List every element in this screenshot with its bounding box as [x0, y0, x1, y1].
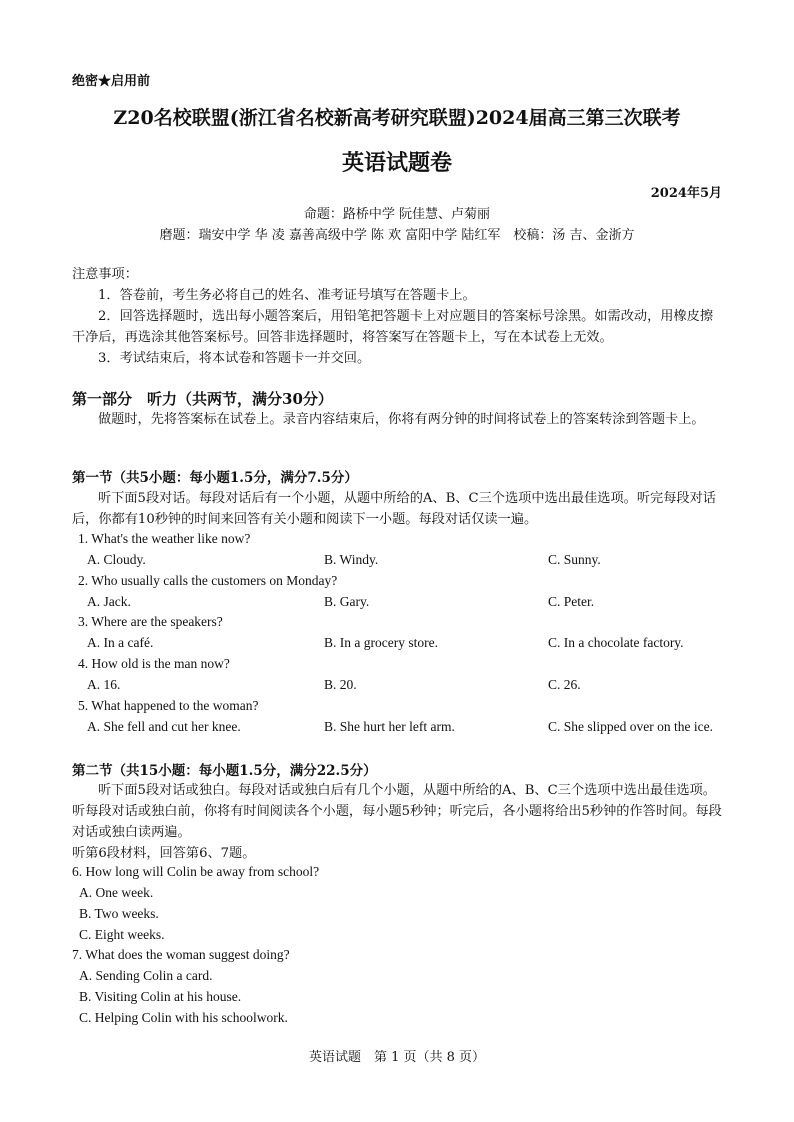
- question-4: 4. How old is the man now?: [78, 656, 230, 671]
- q3-option-b: B. In a grocery store.: [324, 635, 438, 650]
- q3-option-c: C. In a chocolate factory.: [548, 635, 684, 650]
- part1-heading: 第一部分 听力（共两节，满分30分）: [72, 390, 333, 408]
- question-7: 7. What does the woman suggest doing?: [72, 947, 290, 962]
- q1-option-c: C. Sunny.: [548, 552, 601, 567]
- q6-option-c: C. Eight weeks.: [79, 927, 165, 942]
- q1-option-b: B. Windy.: [324, 552, 379, 567]
- q7-option-b: B. Visiting Colin at his house.: [79, 989, 242, 1004]
- section1-heading: 第一节（共5小题：每小题1.5分，满分7.5分）: [72, 470, 358, 486]
- question-3: 3. Where are the speakers?: [78, 614, 223, 629]
- q7-option-c: C. Helping Colin with his schoolwork.: [79, 1010, 288, 1025]
- q2-option-a: A. Jack.: [87, 594, 131, 609]
- part1-instruction: 做题时，先将答案标在试卷上。录音内容结束后，你将有两分钟的时间将试卷上的答案转涂到答题卡上。: [98, 412, 705, 427]
- exam-date: 2024年5月: [650, 186, 722, 201]
- page-footer: 英语试题 第 1 页（共 8 页）: [308, 1050, 486, 1065]
- authors-line: 命题：路桥中学 阮佳慧、卢菊丽: [303, 207, 491, 222]
- notice-heading: 注意事项：: [72, 267, 138, 282]
- q5-option-a: A. She fell and cut her knee.: [87, 719, 241, 734]
- question-2: 2. Who usually calls the customers on Monday?: [78, 573, 338, 588]
- notice-item-1: 1．答卷前，考生务必将自己的姓名、准考证号填写在答题卡上。: [98, 288, 476, 303]
- confidential-label: 绝密★启用前: [72, 74, 151, 89]
- q6-option-b: B. Two weeks.: [79, 906, 159, 921]
- section1-instruction: 听下面5段对话。每段对话后有一个小题，从题中所给的A、B、C三个选项中选出最佳选项。听完每段对话后，你都有10秒钟的时间来回答有关小题和阅读下一小题。每段对话仅读一遍。: [72, 491, 716, 527]
- q1-option-a: A. Cloudy.: [87, 552, 146, 567]
- question-6: 6. How long will Colin be away from school?: [72, 864, 320, 879]
- q4-option-a: A. 16.: [87, 677, 121, 692]
- q2-option-c: C. Peter.: [548, 594, 595, 609]
- q7-option-a: A. Sending Colin a card.: [79, 968, 213, 983]
- q5-option-c: C. She slipped over on the ice.: [548, 719, 713, 734]
- q5-option-b: B. She hurt her left arm.: [324, 719, 455, 734]
- section2-heading: 第二节（共15小题：每小题1.5分，满分22.5分）: [72, 763, 377, 779]
- q4-option-c: C. 26.: [548, 677, 581, 692]
- q3-option-a: A. In a café.: [87, 635, 154, 650]
- notice-item-2: 2．回答选择题时，选出每小题答案后，用铅笔把答题卡上对应题目的答案标号涂黑。如需改动，用橡皮擦干净后，再选涂其他答案标号。回答非选择题时，将答案写在答题卡上，写在本试卷上无效。: [72, 309, 714, 345]
- material-note: 听第6段材料，回答第6、7题。: [72, 846, 256, 861]
- exam-title: Z20名校联盟(浙江省名校新高考研究联盟)2024届高三第三次联考: [113, 107, 681, 129]
- reviewers-line: 磨题：瑞安中学 华 凌 嘉善高级中学 陈 欢 富阳中学 陆红军 校稿：汤 吉、金浙方: [159, 228, 635, 243]
- question-1: 1. What's the weather like now?: [78, 531, 251, 546]
- q4-option-b: B. 20.: [324, 677, 357, 692]
- question-5: 5. What happened to the woman?: [78, 698, 259, 713]
- q2-option-b: B. Gary.: [324, 594, 370, 609]
- q6-option-a: A. One week.: [79, 885, 154, 900]
- exam-subtitle: 英语试题卷: [341, 150, 452, 176]
- section2-instruction: 听下面5段对话或独白。每段对话或独白后有几个小题，从题中所给的A、B、C三个选项中选出最佳选项。听每段对话或独白前，你将有时间阅读各个小题，每小题5秒钟；听完后，各小题将给出5秒钟的作答时间。每段对话或独白读两遍。: [72, 783, 722, 840]
- notice-item-3: 3．考试结束后，将本试卷和答题卡一并交回。: [98, 351, 371, 366]
